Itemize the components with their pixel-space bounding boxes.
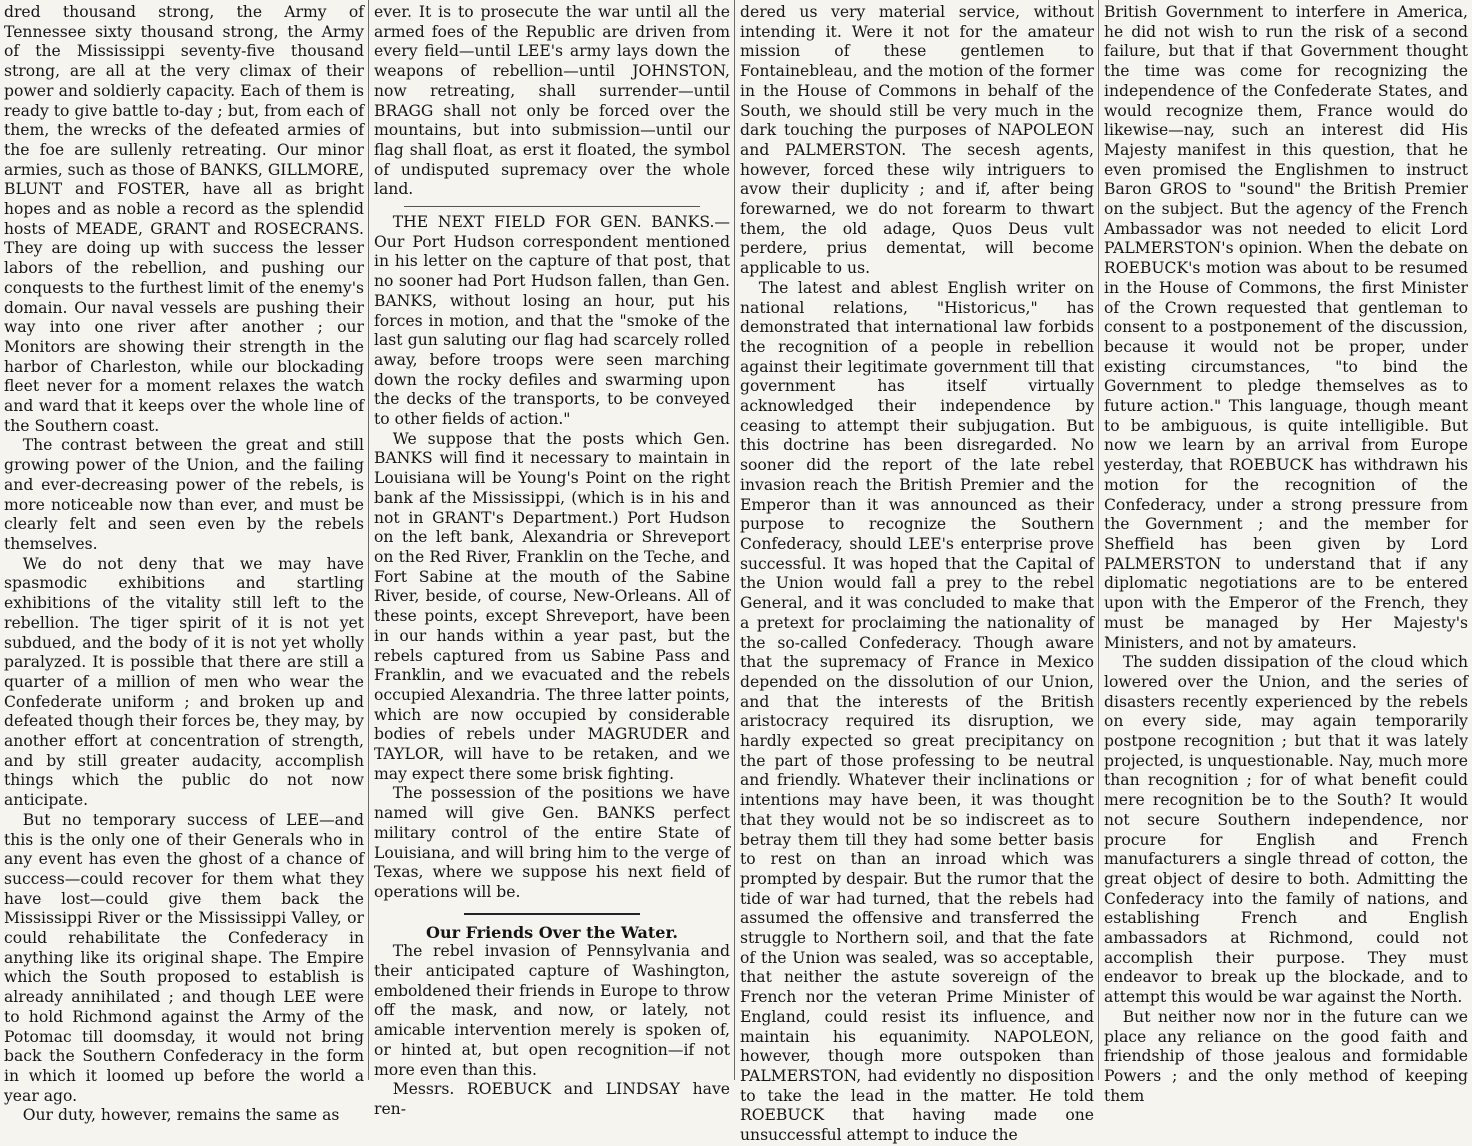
article-paragraph: British Government to interfere in America, he did not wish to run the risk of a second failure, but that if that Government thought the time was come for recognizing the independence of the Confederate States, and would recognize them, France would do likewise—nay, such an interest did His Majesty manifest in this question, that he even promised the Englishmen to instruct Baron GROS to "sound" the British Premier on the subject. But the agency of the French Ambassador was not needed to elicit Lord PALMERSTON's opinion. When the debate on ROEBUCK's motion was about to be resumed in the House of Commons, the first Minister of the Crown requested that gentleman to consent to a postponement of the discussion, because it would not be proper, under existing circumstances, "to bind the Government to pledge themselves as to future action." This language, though meant to be ambiguous, is quite intelligible. But now we learn by an arrival from Europe yesterday, that ROEBUCK has withdrawn his motion for the recognition of the Confederacy, under a strong pressure from the Government ; and the member for Sheffield has been given by Lord PALMERSTON to understand that if any diplomatic negotiations are to be entered upon with the Emperor of the French, they must be managed by Her Majesty's Ministers, and not by amateurs. bbox=[1104, 3, 1468, 652]
column-4 bbox=[1100, 0, 1472, 1105]
column-divider bbox=[368, 0, 369, 1080]
article-paragraph: The sudden dissipation of the cloud which lowered over the Union, and the series of disasters recently experienced by the rebels on every side, may again temporarily postpone recognition ; but that it was lately projected, is unquestionable. Nay, much more than recognition ; for of what benefit could mere recognition be to the South? It would not secure Southern independence, nor procure for English and French manufacturers a single thread of cotton, the great object of desire to both. Admitting the Confederacy into the family of nations, and establishing French and English ambassadors at Richmond, could not accomplish their purpose. They must endeavor to break up the blockade, and to attempt this would be war against the North. bbox=[1104, 653, 1468, 1007]
article-paragraph: dered us very material service, without intending it. Were it not for the amateur mission of these gentlemen to Fontainebleau, and the motion of the former in the House of Commons in behalf of the South, we should still be very much in the dark touching the purposes of NAPOLEON and PALMERSTON. The secesh agents, however, forced these wily intriguers to avow their duplicity ; and if, after being forewarned, we do not forearm to thwart them, the old adage, Quos Deus vult perdere, prius dementat, will become applicable to us. bbox=[740, 3, 1094, 278]
article-paragraph: Messrs. ROEBUCK and LINDSAY have ren- bbox=[374, 1080, 730, 1118]
article-heading: Our Friends Over the Water. bbox=[426, 922, 678, 942]
article-paragraph: dred thousand strong, the Army of Tennessee sixty thousand strong, the Army of the Mississippi seventy-five thousand strong, are all at the very climax of their power and soldierly capacity. Each of them is ready to give battle to-day ; but, from each of them, the wrecks of the defeated armies of the foe are sullenly retreating. Our minor armies, such as those of BANKS, GILLMORE, BLUNT and FOSTER, have all as bright hopes and as noble a record as the splendid hosts of MEADE, GRANT and ROSECRANS. They are doing up with success the lesser labors of the rebellion, and pushing our conquests to the furthest limit of the enemy's domain. Our naval vessels are pushing their way into one river after another ; our Monitors are showing their strength in the harbor of Charleston, while our blockading fleet never for a moment relaxes the watch and ward that it keeps over the whole line of the Southern coast. bbox=[4, 3, 364, 435]
column-1 bbox=[0, 0, 368, 1125]
article-paragraph: The rebel invasion of Pennsylvania and their anticipated capture of Washington, emboldened their friends in Europe to throw off the mask, and now, or lately, not amicable intervention merely is spoken of, or hinted at, but open recognition—if not more even than this. bbox=[374, 942, 730, 1079]
article-paragraph: THE NEXT FIELD FOR GEN. BANKS.—Our Port Hudson correspondent mentioned in his letter on the capture of that post, that no sooner had Port Hudson fallen, than Gen. BANKS, without losing an hour, put his forces in motion, and that the "smoke of the last gun saluting our flag had scarcely rolled away, before troops were seen marching down the rocky defiles and swarming upon the decks of the transports, to be conveyed to other fields of action." bbox=[374, 213, 730, 429]
article-paragraph: But no temporary success of LEE—and this is the only one of their Generals who in any event has even the ghost of a chance of success—could recover for them what they have lost—could give them back the Mississippi River or the Mississippi Valley, or could rehabilitate the Confederacy in anything like its original shape. The Empire which the South proposed to establish is already annihilated ; and though LEE were to hold Richmond against the Army of the Potomac till doomsday, it would not bring back the Southern Confederacy in the form in which it loomed up before the world a year ago. bbox=[4, 810, 364, 1105]
column-divider bbox=[1098, 0, 1099, 1080]
article-paragraph: The possession of the positions we have named will give Gen. BANKS perfect military control of the entire State of Louisiana, and will bring him to the verge of Texas, where we suppose his next field of operations will be. bbox=[374, 784, 730, 901]
section-rule bbox=[464, 913, 640, 915]
column-3 bbox=[736, 0, 1098, 1145]
column-2 bbox=[370, 0, 734, 1118]
column-divider bbox=[734, 0, 735, 1080]
article-paragraph: Our duty, however, remains the same as bbox=[22, 1106, 340, 1125]
article-paragraph: We suppose that the posts which Gen. BANKS will find it necessary to maintain in Louisiana will be Young's Point on the right bank af the Mississippi, (which is in his and not in GRANT's Department.) Port Hudson on the left bank, Alexandria or Shreveport on the Red River, Franklin on the Teche, and Fort Sabine at the mouth of the Sabine River, beside, of course, New-Orleans. All of these points, except Shreveport, have been in our hands within a year past, but the rebels captured from us Sabine Pass and Franklin, and we evacuated and the rebels occupied Alexandria. The three latter points, which are now occupied by considerable bodies of rebels under MAGRUDER and TAYLOR, will have to be retaken, and we may expect there some brisk fighting. bbox=[374, 429, 730, 783]
article-paragraph: ever. It is to prosecute the war until all the armed foes of the Republic are driven from every field—until LEE's army lays down the weapons of rebellion—until JOHNSTON, now retreating, shall surrender—until BRAGG shall not only be forced over the mountains, but into submission—until our flag shall float, as erst it floated, the symbol of undisputed supremacy over the whole land. bbox=[374, 3, 730, 199]
article-paragraph: The contrast between the great and still growing power of the Union, and the failing and ever-decreasing power of the rebels, is more noticeable now than ever, and must be clearly felt and seen even by the rebels themselves. bbox=[4, 436, 364, 553]
article-paragraph: But neither now nor in the future can we place any reliance on the good faith and friendship of those jealous and formidable Powers ; and the only method of keeping them bbox=[1104, 1007, 1468, 1105]
section-rule bbox=[404, 206, 700, 207]
article-paragraph: We do not deny that we may have spasmodic exhibitions and startling exhibitions of the vitality still left to the rebellion. The tiger spirit of it is not yet subdued, and the body of it is not yet wholly paralyzed. It is possible that there are still a quarter of a million of men who wear the Confederate uniform ; and broken up and defeated though their forces be, they may, by another effort at concentration of strength, and by still greater audacity, accomplish things which the public do not now anticipate. bbox=[4, 554, 364, 810]
article-paragraph: The latest and ablest English writer on national relations, "Historicus," has demonstrated that international law forbids the recognition of a people in rebellion against their legitimate government till that government has itself virtually acknowledged their independence by ceasing to attempt their subjugation. But this doctrine has been disregarded. No sooner did the report of the late rebel invasion reach the British Premier and the Emperor than it was announced as their purpose to recognize the Southern Confederacy, should LEE's enterprise prove successful. It was hoped that the Capital of the Union would fall a prey to the rebel General, and it was concluded to make that a pretext for proclaiming the nationality of the so-called Confederacy. Though aware that the supremacy of France in Mexico depended on the dissolution of our Union, and that the interests of the British aristocracy required its disruption, we hardly expected so great precipitancy on the part of those professing to be neutral and friendly. Whatever their inclinations or intentions may have been, it was thought that they would not be so indiscreet as to betray them till they had some better basis to rest on than an inroad which was prompted by despair. But the rumor that the tide of war had turned, that the rebels had assumed the offensive and transferred the struggle to Northern soil, and that the fate of the Union was sealed, was so acceptable, that neither the astute sovereign of the French nor the veteran Prime Minister of England, could resist its influence, and maintain his equanimity. NAPOLEON, however, though more outspoken than PALMERSTON, had evidently no disposition to take the lead in the matter. He told ROEBUCK that having made one unsuccessful attempt to induce the bbox=[740, 278, 1094, 1145]
